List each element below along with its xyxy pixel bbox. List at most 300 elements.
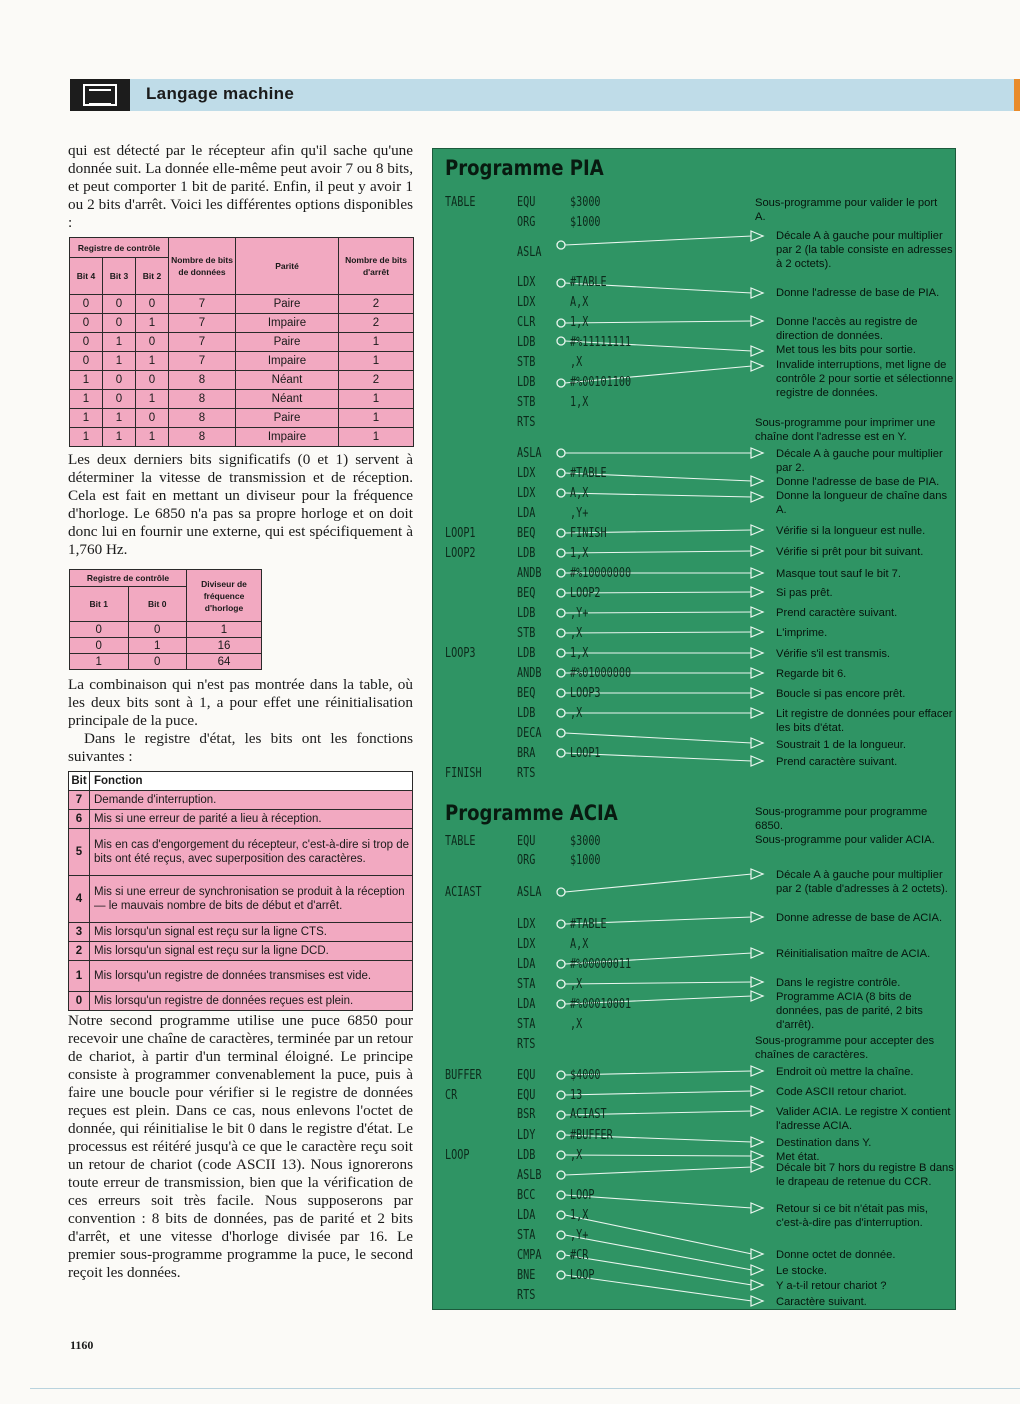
connector-dot [557, 1000, 565, 1008]
table-cell: 2 [339, 295, 414, 314]
table-cell: 7 [169, 314, 236, 333]
code-mnemonic: LDX [517, 275, 536, 290]
arrowhead-icon [751, 1249, 763, 1259]
table-cell: Néant [236, 390, 339, 409]
connector-dot [557, 1091, 565, 1099]
table-cell: 0 [135, 333, 168, 352]
connector-dot [557, 888, 565, 896]
code-operand: 1,X [570, 315, 589, 330]
table-cell: 1 [339, 428, 414, 447]
arrowhead-icon [751, 756, 763, 766]
code-operand: ,X [570, 355, 583, 370]
code-comment: Sous-programme pour programme 6850. [755, 806, 928, 832]
table-cell: 0 [70, 638, 129, 654]
code-comment: Regarde bit 6. [776, 668, 847, 680]
function-cell: Mis en cas d'engorgement du récepteur, c'est-à-dire si trop de bits ont été reçus, avec superposition des caractères. [90, 829, 413, 876]
connector-dot [557, 337, 565, 345]
header-register: Registre de contrôle [70, 570, 187, 587]
code-mnemonic: ASLB [517, 1168, 542, 1183]
table-cell: 0 [70, 622, 129, 638]
code-operand: #%10000000 [570, 566, 632, 581]
code-comment: Retour si ce bit n'était pas mis, c'est-à-dire pas d'interruption. [776, 1203, 928, 1229]
code-operand: ,X [570, 1148, 583, 1163]
table-cell: 1 [339, 390, 414, 409]
arrowhead-icon [751, 546, 763, 556]
table-cell: 8 [169, 428, 236, 447]
arrowhead-icon [751, 1086, 763, 1096]
table-cell: 1 [70, 428, 103, 447]
connector-dot [557, 1171, 565, 1179]
code-operand: ,X [570, 1017, 583, 1032]
code-comment: Lit registre de données pour effacer les bits d'état. [776, 708, 953, 734]
connector-line [565, 874, 752, 892]
function-cell: Mis lorsqu'un signal est reçu sur la ligne CTS. [90, 923, 413, 942]
connector-dot [557, 749, 565, 757]
code-comment: Donne adresse de base de ACIA. [776, 912, 943, 924]
code-comment: Masque tout sauf le bit 7. [776, 568, 902, 580]
table-cell: Impaire [236, 314, 339, 333]
function-cell: Demande d'interruption. [90, 791, 413, 810]
connector-dot [557, 1151, 565, 1159]
code-operand: A,X [570, 486, 589, 501]
code-operand: ,Y+ [570, 1228, 589, 1243]
connector-dot [557, 279, 565, 287]
code-label: LOOP1 [445, 526, 476, 541]
table-cell: 8 [169, 409, 236, 428]
table-cell: 0 [102, 295, 135, 314]
code-mnemonic: LDX [517, 937, 536, 952]
table-cell: Impaire [236, 428, 339, 447]
code-mnemonic: LDB [517, 335, 536, 350]
page-number: 1160 [70, 1338, 94, 1352]
code-operand: #%01000000 [570, 666, 632, 681]
connector-line [565, 551, 752, 553]
connector-dot [557, 980, 565, 988]
connector-line [565, 733, 752, 743]
arrowhead-icon [751, 648, 763, 658]
code-mnemonic: ORG [517, 215, 536, 230]
code-mnemonic: ASLA [517, 885, 542, 900]
bit-cell: 5 [69, 829, 90, 876]
code-comment: Met état. [776, 1151, 820, 1163]
paragraph-3: La combinaison qui n'est pas montrée dans la table, où les deux bits sont à 1, a pour effet une réinitialisation principale de la puce. [68, 676, 413, 729]
code-comment: Vérifie s'il est transmis. [776, 648, 891, 660]
bit-cell: 3 [69, 923, 90, 942]
code-mnemonic: DECA [517, 726, 542, 741]
arrowhead-icon [751, 1106, 763, 1116]
arrowhead-icon [751, 231, 763, 241]
arrowhead-icon [751, 1203, 763, 1213]
code-mnemonic: LDB [517, 706, 536, 721]
code-mnemonic: LDB [517, 646, 536, 661]
header-bit2: Bit 2 [135, 258, 168, 295]
code-mnemonic: LDA [517, 957, 536, 972]
code-label: FINISH [445, 766, 482, 781]
connector-dot [557, 1191, 565, 1199]
code-operand: ,Y+ [570, 506, 589, 521]
connector-line [565, 1235, 752, 1270]
table-cell: 1 [70, 371, 103, 390]
code-operand: 1,X [570, 395, 589, 410]
code-mnemonic: LDA [517, 506, 536, 521]
connector-dot [557, 709, 565, 717]
arrowhead-icon [751, 912, 763, 922]
code-mnemonic: RTS [517, 1037, 536, 1052]
code-mnemonic: RTS [517, 1288, 536, 1303]
table-cell: 1 [70, 654, 129, 670]
connector-dot [557, 529, 565, 537]
connector-line [565, 236, 752, 245]
code-mnemonic: LDX [517, 917, 536, 932]
code-operand: #TABLE [570, 275, 607, 290]
table-cell: 1 [102, 352, 135, 371]
code-mnemonic: STA [517, 1017, 536, 1032]
connector-dot [557, 319, 565, 327]
code-operand: ,Y+ [570, 606, 589, 621]
arrowhead-icon [751, 627, 763, 637]
code-operand: $3000 [570, 195, 601, 210]
table-cell: 0 [102, 314, 135, 333]
code-mnemonic: ASLA [517, 446, 542, 461]
arrowhead-icon [751, 1296, 763, 1306]
code-label: LOOP2 [445, 546, 476, 561]
table-cell: 0 [128, 622, 187, 638]
bit-cell: 6 [69, 810, 90, 829]
table-cell: 1 [135, 314, 168, 333]
code-comment: Destination dans Y. [776, 1137, 872, 1149]
code-comment: Programme ACIA (8 bits de données, pas de parité, 2 bits d'arrêt). [776, 991, 923, 1031]
table-cell: 0 [135, 371, 168, 390]
connector-dot [557, 1131, 565, 1139]
code-label: TABLE [445, 195, 476, 210]
table-cell: 1 [102, 333, 135, 352]
code-comment: L'imprime. [776, 627, 828, 639]
function-cell: Mis si une erreur de synchronisation se produit à la réception — le mauvais nombre de bits de début et d'arrêt. [90, 876, 413, 923]
code-mnemonic: BEQ [517, 686, 536, 701]
connector-dot [557, 1071, 565, 1079]
code-operand: #%00010001 [570, 997, 632, 1012]
connector-dot [557, 960, 565, 968]
header-register: Registre de contrôle [70, 238, 169, 258]
table-cell: 0 [70, 314, 103, 333]
connector-dot [557, 1111, 565, 1119]
code-comment: Vérifie si la longueur est nulle. [776, 525, 926, 537]
table-cell: 1 [339, 409, 414, 428]
code-operand: LOOP1 [570, 746, 601, 761]
code-operand: 1,X [570, 546, 589, 561]
code-comment: Sous-programme pour valider le port A. [755, 197, 938, 223]
code-mnemonic: LDB [517, 1148, 536, 1163]
code-operand: 1,X [570, 646, 589, 661]
table-cell: 1 [102, 428, 135, 447]
code-mnemonic: LDB [517, 375, 536, 390]
code-mnemonic: LDA [517, 997, 536, 1012]
code-comment: Donne l'accès au registre de direction de données. [776, 316, 918, 342]
connector-dot [557, 241, 565, 249]
arrowhead-icon [751, 568, 763, 578]
table-cell: 1 [70, 409, 103, 428]
code-operand: FINISH [570, 526, 607, 541]
code-mnemonic: STA [517, 977, 536, 992]
code-mnemonic: BSR [517, 1107, 536, 1122]
connector-line [565, 612, 752, 613]
arrowhead-icon [751, 1280, 763, 1290]
connector-line [565, 1167, 752, 1175]
code-comment: Donne l'adresse de base de PIA. [776, 287, 940, 299]
code-comment: Décale bit 7 hors du registre B dans le drapeau de retenue du CCR. [776, 1162, 954, 1188]
code-comment: Sous-programme pour accepter des chaînes de caractères. [755, 1035, 935, 1061]
table-cell: 1 [135, 428, 168, 447]
code-label: LOOP3 [445, 646, 476, 661]
code-mnemonic: EQU [517, 834, 536, 849]
code-mnemonic: EQU [517, 195, 536, 210]
arrowhead-icon [751, 738, 763, 748]
connector-line [565, 982, 752, 984]
table-cell: 1 [102, 409, 135, 428]
code-mnemonic: BNE [517, 1268, 536, 1283]
code-comment: Valider ACIA. Le registre X contient l'adresse ACIA. [776, 1106, 951, 1132]
code-mnemonic: ANDB [517, 666, 542, 681]
arrowhead-icon [751, 948, 763, 958]
code-mnemonic: LDX [517, 466, 536, 481]
code-comment: Y a-t-il retour chariot ? [776, 1280, 887, 1292]
connector-dot [557, 1211, 565, 1219]
code-label: TABLE [445, 834, 476, 849]
code-mnemonic: STB [517, 395, 536, 410]
code-operand: LOOP3 [570, 686, 601, 701]
bit-cell: 4 [69, 876, 90, 923]
table-cell: 1 [135, 390, 168, 409]
connector-dot [557, 629, 565, 637]
code-operand: ,X [570, 626, 583, 641]
code-operand: #%11111111 [570, 335, 632, 350]
table-cell: 0 [135, 295, 168, 314]
code-comment: Réinitialisation maître de ACIA. [776, 948, 931, 960]
table-cell: 7 [169, 333, 236, 352]
arrowhead-icon [751, 361, 763, 371]
arrowhead-icon [751, 587, 763, 597]
code-mnemonic: EQU [517, 1088, 536, 1103]
code-operand: 1,X [570, 1208, 589, 1223]
connector-dot [557, 920, 565, 928]
bit-cell: 7 [69, 791, 90, 810]
code-operand: A,X [570, 937, 589, 952]
code-operand: A,X [570, 295, 589, 310]
code-mnemonic: BEQ [517, 586, 536, 601]
table-cell: 0 [102, 371, 135, 390]
code-label: BUFFER [445, 1068, 482, 1083]
arrowhead-icon [751, 492, 763, 502]
code-mnemonic: BCC [517, 1188, 536, 1203]
code-operand: ACIAST [570, 1107, 607, 1122]
connector-dot [557, 669, 565, 677]
bit-cell: 1 [69, 961, 90, 992]
header-bit3: Bit 3 [102, 258, 135, 295]
table-cell: 7 [169, 295, 236, 314]
code-mnemonic: RTS [517, 415, 536, 430]
connector-dot [557, 489, 565, 497]
table-cell: 1 [128, 638, 187, 654]
arrowhead-icon [751, 977, 763, 987]
connector-line [565, 1215, 752, 1254]
table-cell: Impaire [236, 352, 339, 371]
table-cell: 0 [70, 333, 103, 352]
table-cell: 8 [169, 390, 236, 409]
arrowhead-icon [751, 607, 763, 617]
arrowhead-icon [751, 316, 763, 326]
table-cell: 0 [135, 409, 168, 428]
code-operand: LOOP [570, 1188, 595, 1203]
code-comment: Vérifie si prêt pour bit suivant. [776, 546, 924, 558]
connector-dot [557, 1251, 565, 1259]
code-operand: #TABLE [570, 917, 607, 932]
code-label: LOOP [445, 1148, 470, 1163]
code-comment: Caractère suivant. [776, 1296, 867, 1308]
code-operand: LOOP [570, 1268, 595, 1283]
code-mnemonic: BRA [517, 746, 536, 761]
code-mnemonic: LDB [517, 606, 536, 621]
code-mnemonic: LDB [517, 546, 536, 561]
code-operand: 13 [570, 1088, 583, 1103]
code-comment: Endroit où mettre la chaîne. [776, 1066, 914, 1078]
code-comment: Donne la longueur de chaîne dans A. [776, 490, 948, 516]
header-bit1: Bit 1 [70, 587, 129, 622]
table-cell: Néant [236, 371, 339, 390]
connector-dot [557, 1271, 565, 1279]
arrowhead-icon [751, 525, 763, 535]
connector-dot [557, 469, 565, 477]
code-comment: Sous-programme pour valider ACIA. [755, 834, 935, 846]
header-bit4: Bit 4 [70, 258, 103, 295]
code-comment: Code ASCII retour chariot. [776, 1086, 907, 1098]
table-cell: Paire [236, 333, 339, 352]
bit-cell: 0 [69, 992, 90, 1011]
connector-line [565, 321, 752, 323]
code-comment: Décale A à gauche pour multiplier par 2. [776, 448, 943, 474]
code-comment: Donne octet de donnée. [776, 1249, 896, 1261]
code-mnemonic: STB [517, 355, 536, 370]
code-mnemonic: STA [517, 1228, 536, 1243]
arrowhead-icon [751, 1066, 763, 1076]
connector-dot [557, 729, 565, 737]
header-bit0: Bit 0 [128, 587, 187, 622]
code-comment: Si pas prêt. [776, 587, 833, 599]
table-cell: 1 [135, 352, 168, 371]
arrowhead-icon [751, 688, 763, 698]
arrowhead-icon [751, 448, 763, 458]
header-divider: Diviseur de fréquence d'horloge [187, 570, 262, 622]
code-mnemonic: ORG [517, 853, 536, 868]
connector-line [565, 632, 752, 633]
connector-dot [557, 379, 565, 387]
arrowhead-icon [751, 1137, 763, 1147]
code-comment: Donne l'adresse de base de PIA. [776, 476, 940, 488]
code-comment: Le stocke. [776, 1265, 827, 1277]
code-comment: Sous-programme pour imprimer une chaîne dont l'adresse est en Y. [755, 417, 936, 443]
connector-dot [557, 449, 565, 457]
table-cell: 0 [102, 390, 135, 409]
function-cell: Mis lorsqu'un registre de données transmises est vide. [90, 961, 413, 992]
paragraph-5: Notre second programme utilise une puce 6850 pour recevoir une chaîne de caractères, terminée par un retour de chariot, à partir d'un terminal éloigné. Le principe consiste à programmer convenablement la puce, puis à faire une boucle pour vérifier si le registre de données reçues est plein. Dans ce cas, nous enlevons l'octet de donnée, qui réinitialise le bit 0 dans le registre d'état. Le processus est réitéré jusqu'à ce que le caractère reçu soit un retour de chariot (code ASCII 13). Nous ignorerons toute erreur de transmission, bien que la vérification de ces erreurs soit très facile. Nous supposerons par convention : 8 bits de données, pas de parité et 2 bits d'arrêt, et une vitesse d'horloge divisée par 16. Le premier sous-programme programme la puce, le second reçoit les données. [68, 1012, 413, 1281]
code-operand: #BUFFER [570, 1128, 613, 1143]
arrowhead-icon [751, 288, 763, 298]
acia-title: Programme ACIA [445, 801, 618, 825]
function-cell: Mis si une erreur de parité a lieu à réception. [90, 810, 413, 829]
code-operand: #%00101100 [570, 375, 632, 390]
header-stop-bits: Nombre de bits d'arrêt [339, 238, 414, 295]
code-operand: ,X [570, 977, 583, 992]
arrowhead-icon [751, 1151, 763, 1161]
connector-dot [557, 569, 565, 577]
code-label: CR [445, 1088, 458, 1103]
code-operand: #CR [570, 1248, 589, 1263]
code-mnemonic: BEQ [517, 526, 536, 541]
code-mnemonic: CLR [517, 315, 536, 330]
code-comment: Décale A à gauche pour multiplier par 2 (table d'adresses à 2 octets). [776, 869, 948, 895]
connector-line [565, 1091, 752, 1095]
table-cell: 0 [70, 295, 103, 314]
table-cell: 64 [187, 654, 262, 670]
paragraph-1: qui est détecté par le récepteur afin qu'il sache qu'une donnée suit. La donnée elle-même peut avoir 7 ou 8 bits, et peut comporter 1 bit de parité. Enfin, il peut y avoir 1 ou 2 bits d'arrêt. Voici les différentes options disponibles : [68, 142, 413, 231]
table-cell: 0 [70, 352, 103, 371]
header-bit: Bit [69, 772, 90, 791]
code-comment: Soustrait 1 de la longueur. [776, 739, 906, 751]
code-operand: #%00000011 [570, 957, 632, 972]
function-cell: Mis lorsqu'un signal est reçu sur la ligne DCD. [90, 942, 413, 961]
code-operand: ,X [570, 706, 583, 721]
table-cell: 1 [70, 390, 103, 409]
connector-line [565, 493, 752, 497]
table-cell: 1 [339, 352, 414, 371]
header-data-bits: Nombre de bits de données [169, 238, 236, 295]
code-comment: Décale A à gauche pour multiplier par 2 (la table consiste en adresses à 2 octets). [776, 230, 953, 270]
table-cell: 1 [339, 333, 414, 352]
code-operand: #TABLE [570, 466, 607, 481]
arrowhead-icon [751, 1265, 763, 1275]
header-function: Fonction [90, 772, 413, 791]
code-comment: Prend caractère suivant. [776, 607, 898, 619]
table-cell: 1 [187, 622, 262, 638]
arrowhead-icon [751, 346, 763, 356]
connector-dot [557, 609, 565, 617]
code-mnemonic: STB [517, 626, 536, 641]
code-label: ACIAST [445, 885, 482, 900]
paragraph-2: Les deux derniers bits significatifs (0 et 1) servent à déterminer la vitesse de transmission et de réception. Cela est fait en mettant un diviseur pour la fréquence d'horloge. Le 6850 n'a pas sa propre horloge et on doit donc lui en fournir une externe, qui est spécifiquement à 1,760 Hz. [68, 451, 413, 558]
connector-dot [557, 649, 565, 657]
code-comment: Met tous les bits pour sortie. [776, 344, 916, 356]
code-comment: Boucle si pas encore prêt. [776, 688, 906, 700]
connector-dot [557, 689, 565, 697]
code-mnemonic: LDX [517, 486, 536, 501]
arrowhead-icon [751, 668, 763, 678]
code-operand: LOOP2 [570, 586, 601, 601]
code-comment: Invalide interruptions, met ligne de contrôle 2 pour sortie et sélectionne registre de données. [776, 359, 954, 399]
table-cell: Paire [236, 409, 339, 428]
code-mnemonic: ASLA [517, 245, 542, 260]
table-cell: 8 [169, 371, 236, 390]
table-cell: 0 [128, 654, 187, 670]
arrowhead-icon [751, 476, 763, 486]
code-operand: $4000 [570, 1068, 601, 1083]
code-operand: $1000 [570, 853, 601, 868]
header-parity: Parité [236, 238, 339, 295]
connector-line [565, 1155, 752, 1156]
code-comment: Dans le registre contrôle. [776, 977, 901, 989]
table-cell: 7 [169, 352, 236, 371]
arrowhead-icon [751, 991, 763, 1001]
arrowhead-icon [751, 1162, 763, 1172]
code-comment: Prend caractère suivant. [776, 756, 898, 768]
